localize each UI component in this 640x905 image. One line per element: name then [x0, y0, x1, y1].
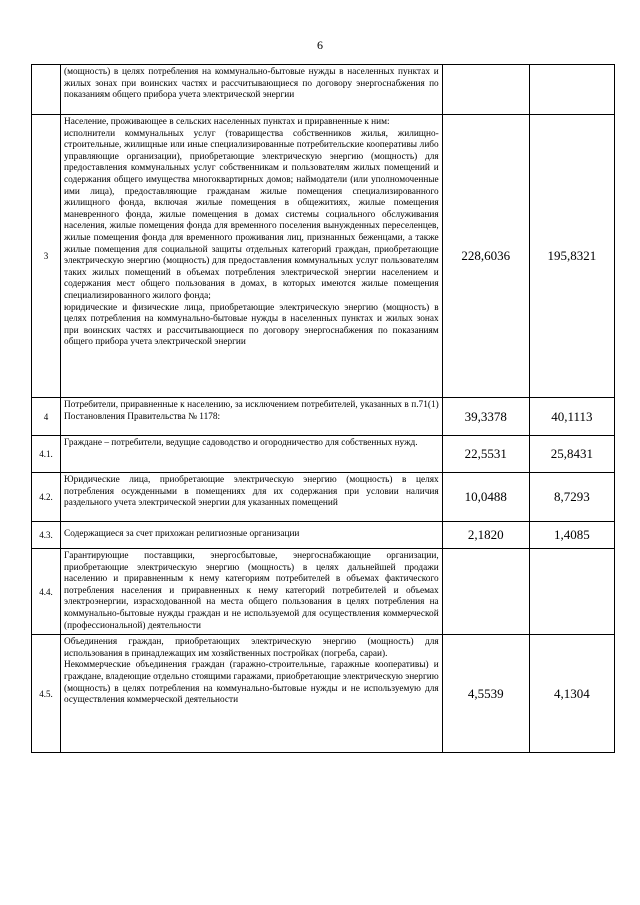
table-row [32, 635, 615, 753]
value-cell-1: 22,5531 [442, 436, 529, 473]
row-number: 4.4. [32, 549, 61, 635]
tariff-table [31, 64, 615, 753]
table-row [32, 65, 615, 115]
value-cell-1 [442, 549, 529, 635]
row-number: 4.3. [32, 522, 61, 549]
value-cell-1: 4,5539 [442, 635, 529, 753]
value-cell-2: 40,1113 [529, 398, 614, 436]
row-description [61, 65, 443, 115]
description-paragraph: Объединения граждан, приобретающих электрическую энергию (мощность) для использования в принадлежащих им хозяйственных постройках (погреба, сараи). [64, 637, 439, 659]
value-cell-2: 4,1304 [529, 635, 614, 753]
description-paragraph: Потребители, приравненные к населению, за исключением потребителей, указанных в п.71(1) Постановления Правительства № 1178: [64, 400, 439, 422]
value-cell-1: 10,0488 [442, 473, 529, 522]
row-description [61, 436, 443, 473]
row-number: 3 [32, 115, 61, 398]
description-paragraph: Содержащиеся за счет прихожан религиозные организации [64, 529, 300, 540]
row-number: 4.2. [32, 473, 61, 522]
value-cell-1: 228,6036 [442, 115, 529, 398]
description-paragraph: (мощность) в целях потребления на коммунально-бытовые нужды в населенных пунктах и жилых зонах при воинских частях и рассчитывающиеся по договору энергоснабжения по показаниям общего прибора учета электрической энергии [64, 67, 439, 101]
description-paragraph: Население, проживающее в сельских населенных пунктах и приравненные к ним: [64, 117, 390, 127]
table-row [32, 436, 615, 473]
description-paragraph: Некоммерческие объединения граждан (гаражно-строительные, гаражные кооперативы) и граждане, владеющие отдельно стоящими гаражами, приобретающие электрическую энергию (мощность) в целях потребления на коммунально-бытовые нужды и не используемую для осуществления коммерческой деятельности [64, 660, 439, 706]
value-cell-1: 39,3378 [442, 398, 529, 436]
row-description [61, 473, 443, 522]
value-cell-1 [442, 65, 529, 115]
row-description [61, 635, 443, 753]
row-number: 4.1. [32, 436, 61, 473]
description-paragraph: Гарантирующие поставщики, энергосбытовые, энергоснабжающие организации, приобретающие электрическую энергию (мощность) в целях дальнейшей продажи населению и приравненным к нему категориям потребителей в объемах фактического потребления населения и приравненных к нему категорий потребителей и объемах электроэнергии, израсходованной на места общего пользования в целях потребления на коммунально-бытовые нужды граждан и не используемой для осуществления коммерческой (профессиональной) деятельности [64, 551, 439, 631]
table-row [32, 115, 615, 398]
description-paragraph: Граждане – потребители, ведущие садоводство и огородничество для собственных нужд. [64, 438, 418, 448]
value-cell-2: 8,7293 [529, 473, 614, 522]
value-cell-2: 195,8321 [529, 115, 614, 398]
row-number: 4.5. [32, 635, 61, 753]
table-row [32, 473, 615, 522]
row-description [61, 115, 443, 398]
value-cell-1: 2,1820 [442, 522, 529, 549]
row-description [61, 549, 443, 635]
description-paragraph: Юридические лица, приобретающие электрическую энергию (мощность) в целях потребления осужденными в помещениях для их содержания при условии наличия раздельного учета электрической энергии для указанных помещений [64, 475, 439, 509]
row-description [61, 398, 443, 436]
value-cell-2: 25,8431 [529, 436, 614, 473]
table-row [32, 549, 615, 635]
table-row [32, 522, 615, 549]
value-cell-2 [529, 549, 614, 635]
page-number: 6 [317, 38, 323, 52]
value-cell-2 [529, 65, 614, 115]
value-cell-2: 1,4085 [529, 522, 614, 549]
description-paragraph: юридические и физические лица, приобретающие электрическую энергию (мощность) в целях потребления на коммунально-бытовые нужды в населенных пунктах и жилых зонах при воинских частях и рассчитывающиеся по договору энергоснабжения по показаниям общего прибора учета электрической энергии [64, 302, 439, 348]
description-paragraph: исполнители коммунальных услуг (товарищества собственников жилья, жилищно-строительные, жилищные или иные специализированные потребительские кооперативы либо управляющие организации), приобретающие электрическую энергию (мощность) для предоставления коммунальных услуг собственникам и пользователям жилых помещений и содержания общего имущества многоквартирных домов; наймодатели (или уполномоченные ими лица), предоставляющие гражданам жилые помещения специализированного жилищного фонда, включая жилые помещения в общежитиях, жилые помещения маневренного фонда, жилые помещения в домах системы социального обслуживания населения, жилые помещения фонда для временного поселения вынужденных переселенцев, жилые помещения фонда для временного проживания лиц, признанных беженцами, а также жилые помещения для социальной защиты отдельных категорий граждан, приобретающие электрическую энергию (мощность) для предоставления коммунальных услуг пользователям таких жилых помещений в объемах потребления электрической энергии населением и содержания мест общего пользования в домах, в которых имеются жилые помещения специализированного жилого фонда; [64, 128, 439, 301]
row-description [61, 522, 443, 549]
table-row [32, 398, 615, 436]
row-number: 4 [32, 398, 61, 436]
row-number [32, 65, 61, 115]
